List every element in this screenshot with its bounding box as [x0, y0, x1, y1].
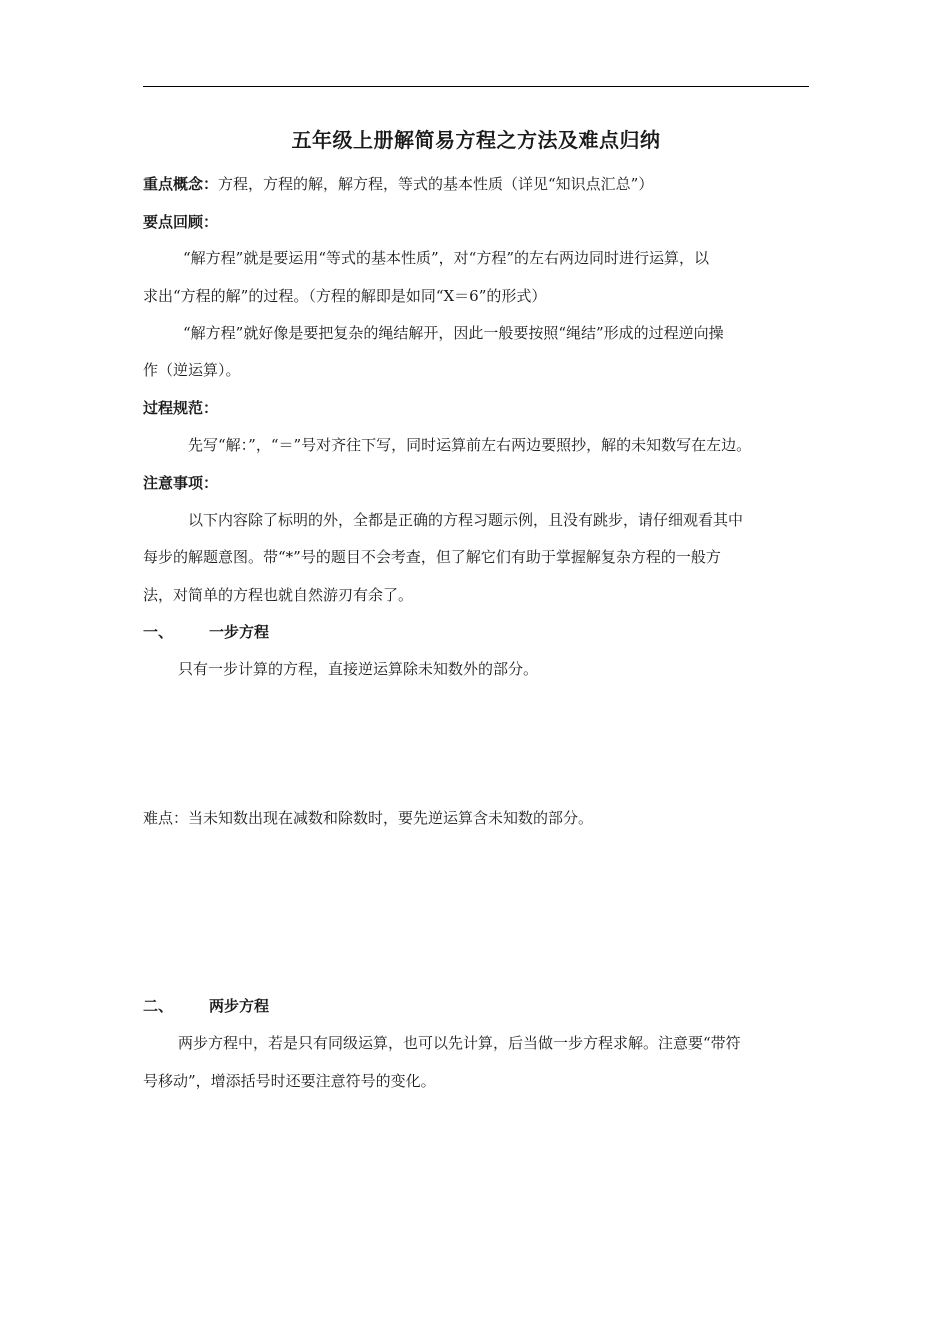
review-para1-line1: “解方程”就是要运用“等式的基本性质”，对“方程”的左右两边同时进行运算，以: [183, 249, 710, 267]
section2-line2: 号移动”，增添括号时还要注意符号的变化。: [143, 1072, 436, 1090]
section1-number: 一、: [143, 623, 174, 641]
section2-line1: 两步方程中，若是只有同级运算，也可以先计算，后当做一步方程求解。注意要“带符: [178, 1034, 741, 1052]
document-title: 五年级上册解简易方程之方法及难点归纳: [291, 128, 661, 152]
key-concepts-label: 重点概念：: [143, 175, 219, 193]
notes-line2: 每步的解题意图。带“*”号的题目不会考查，但了解它们有助于掌握解复杂方程的一般方: [143, 548, 721, 566]
review-para2-line2: 作（逆运算）。: [143, 361, 241, 379]
notes-label: 注意事项：: [143, 474, 219, 492]
section1-text: 只有一步计算的方程，直接逆运算除未知数外的部分。: [178, 660, 539, 678]
header-rule: [143, 86, 809, 87]
section2-number: 二、: [143, 997, 174, 1015]
key-concepts-text: 方程，方程的解，解方程，等式的基本性质（详见“知识点汇总”）: [218, 175, 654, 193]
procedure-text: 先写“解：”，“＝”号对齐往下写，同时运算前左右两边要照抄，解的未知数写在左边。: [188, 436, 752, 454]
section2-title: 两步方程: [209, 997, 270, 1015]
review-para1-line2: 求出“方程的解”的过程。（方程的解即是如同“X＝6”的形式）: [143, 287, 547, 305]
section1-heading: [143, 620, 269, 644]
notes-line3: 法，对简单的方程也就自然游刃有余了。: [143, 586, 414, 604]
procedure-label: 过程规范：: [143, 399, 219, 417]
section1-title: 一步方程: [209, 623, 270, 641]
notes-line1: 以下内容除了标明的外，全都是正确的方程习题示例，且没有跳步，请仔细观看其中: [188, 511, 744, 529]
review-para2-line1: “解方程”就好像是要把复杂的绳结解开，因此一般要按照“绳结”形成的过程逆向操: [183, 324, 724, 342]
section2-heading: [143, 994, 269, 1018]
key-concepts-line: [143, 172, 653, 196]
section1-difficulty: 难点：当未知数出现在减数和除数时，要先逆运算含未知数的部分。: [143, 809, 594, 827]
review-label: 要点回顾：: [143, 213, 219, 231]
